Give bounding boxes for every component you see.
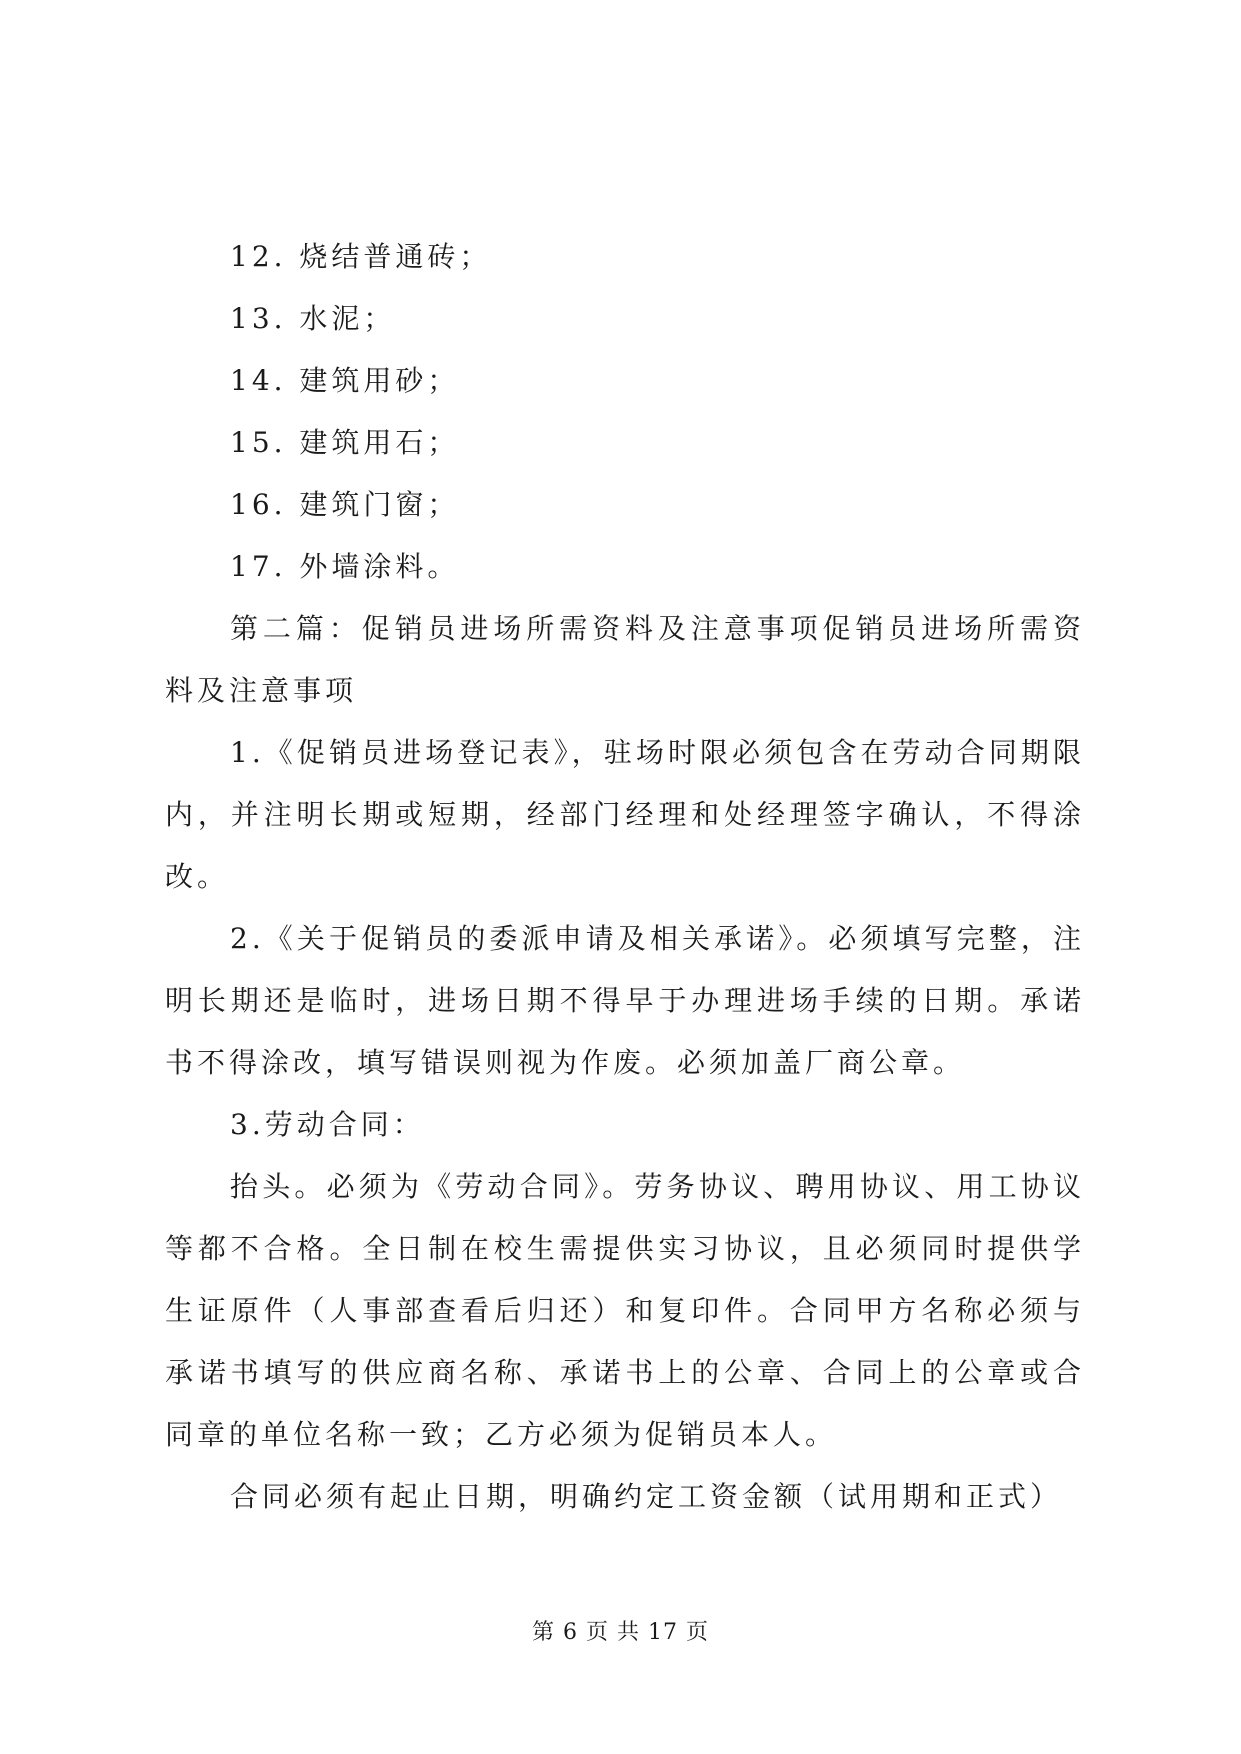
paragraph-registration-form: 1.《促销员进场登记表》，驻场时限必须包含在劳动合同期限内，并注明长期或短期，经部门经理和处经理签字确认，不得涂改。 [165,736,1085,893]
page-number-footer: 第 6 页 共 17 页 [532,1620,709,1645]
list-item: 16. 建筑门窗； [230,488,460,521]
paragraph-appointment-application: 2.《关于促销员的委派申请及相关承诺》。必须填写完整，注明长期还是临时，进场日期不得早于办理进场手续的日期。承诺书不得涂改，填写错误则视为作废。必须加盖厂商公章。 [165,922,1085,1079]
paragraph-contract-title: 抬头。必须为《劳动合同》。劳务协议、聘用协议、用工协议等都不合格。全日制在校生需提供实习协议，且必须同时提供学生证原件（人事部查看后归还）和复印件。合同甲方名称必须与承诺书填写的供应商名称、承诺书上的公章、合同上的公章或合同章的单位名称一致；乙方必须为促销员本人。 [165,1170,1085,1451]
list-item: 14. 建筑用砂； [230,364,460,397]
section-heading-paragraph: 第二篇：促销员进场所需资料及注意事项促销员进场所需资料及注意事项 [165,612,1085,707]
page-body [165,226,1085,1528]
list-item: 12. 烧结普通砖； [230,240,492,273]
list-item: 13. 水泥； [230,302,396,335]
list-item: 17. 外墙涂料。 [230,550,460,583]
paragraph-contract-dates: 合同必须有起止日期，明确约定工资金额（试用期和正式） [230,1480,1063,1513]
paragraph-labor-contract-heading: 3.劳动合同： [230,1108,425,1141]
list-item: 15. 建筑用石； [230,426,460,459]
